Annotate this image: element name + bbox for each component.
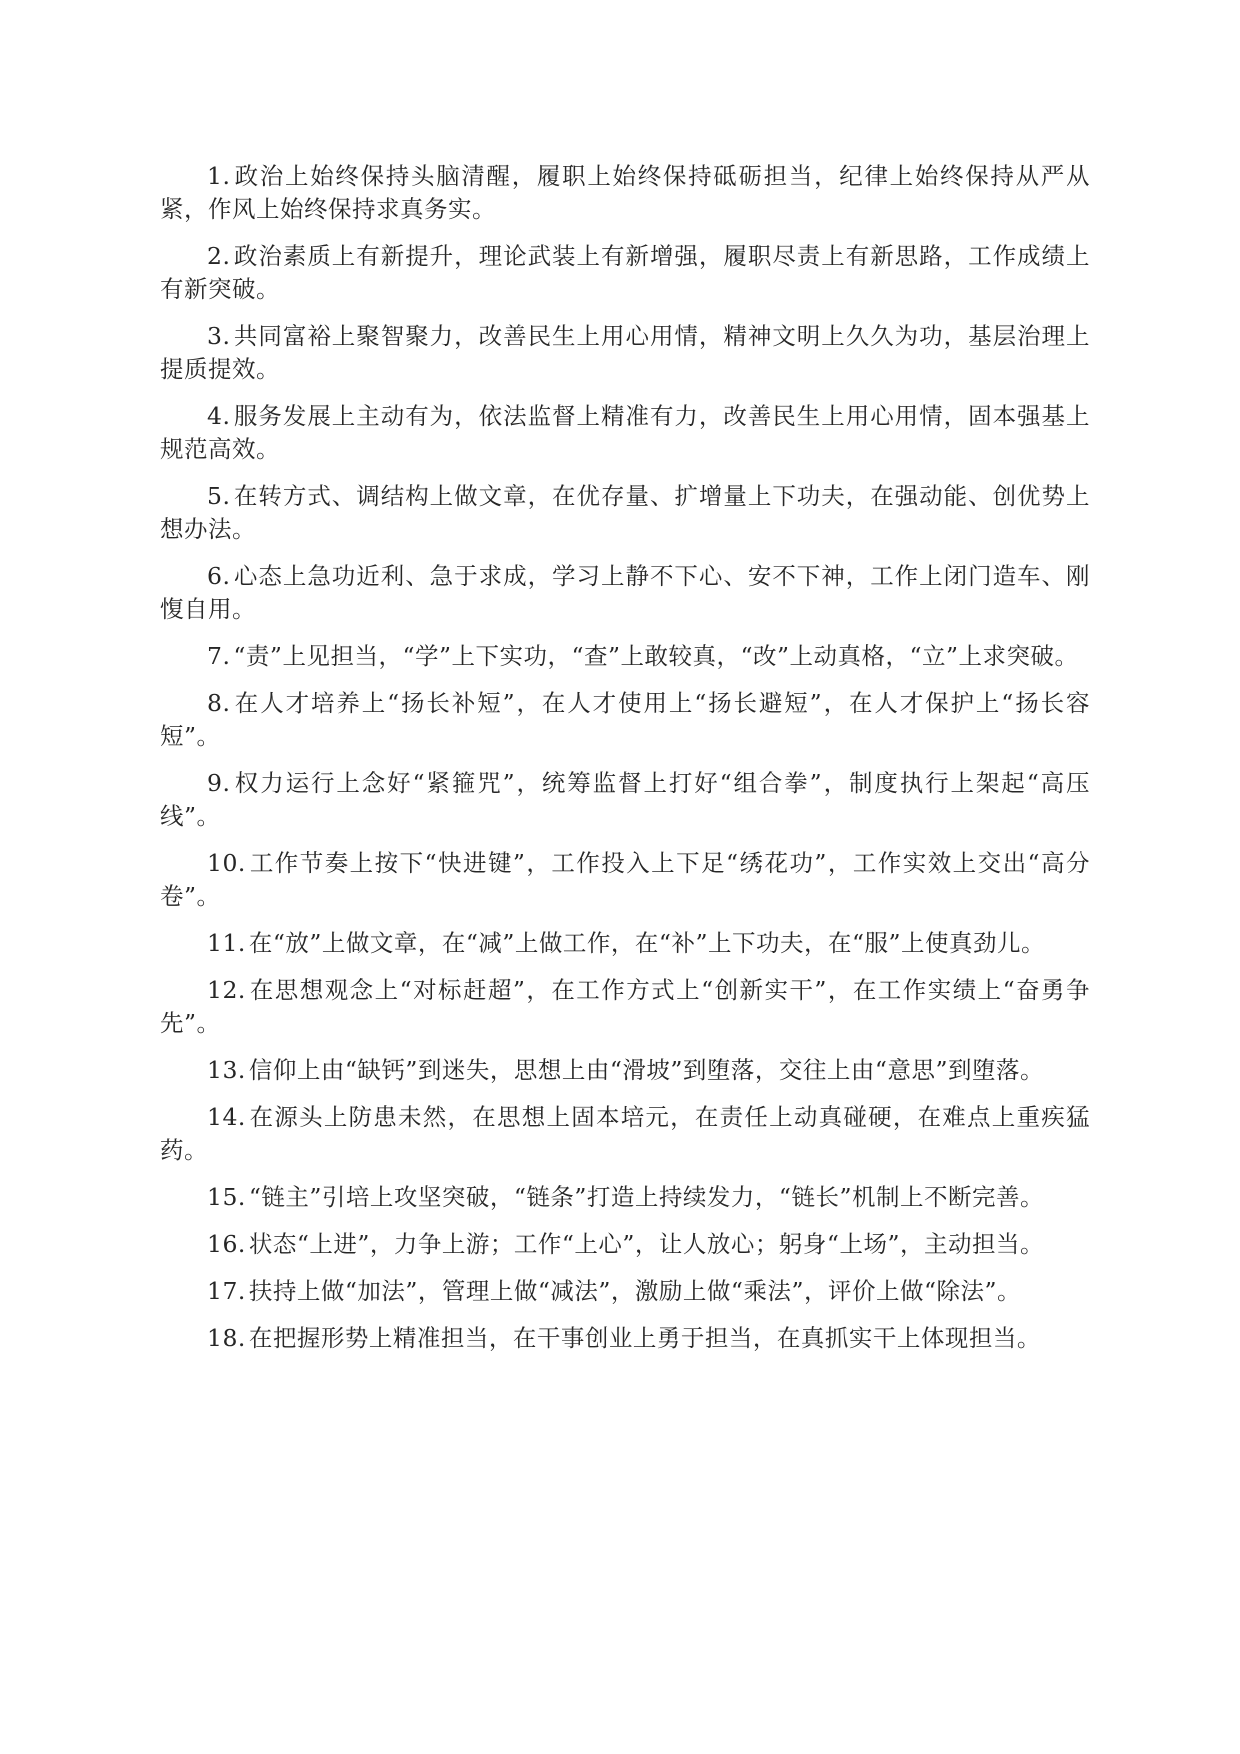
list-item-18	[160, 1322, 1090, 1355]
list-item-8	[160, 687, 1090, 753]
list-item-17	[160, 1275, 1090, 1308]
item-number: 4.	[207, 402, 231, 430]
list-item-6	[160, 560, 1090, 626]
list-item-4	[160, 400, 1090, 466]
list-item-5	[160, 480, 1090, 546]
item-text: 信仰上由“缺钙”到迷失，思想上由“滑坡”到堕落，交往上由“意思”到堕落。	[248, 1056, 1044, 1084]
item-number: 18.	[207, 1324, 246, 1352]
item-text: 政治上始终保持头脑清醒，履职上始终保持砥砺担当，纪律上始终保持从严从紧，作风上始终保持求真务实。	[160, 162, 1090, 223]
item-text: 扶持上做“加法”，管理上做“减法”，激励上做“乘法”，评价上做“除法”。	[248, 1277, 1021, 1305]
item-text: 在把握形势上精准担当，在干事创业上勇于担当，在真抓实干上体现担当。	[248, 1324, 1041, 1352]
item-number: 7.	[207, 642, 231, 670]
item-text: 服务发展上主动有为，依法监督上精准有力，改善民生上用心用情，固本强基上规范高效。	[160, 402, 1090, 463]
item-text: 在源头上防患未然，在思想上固本培元，在责任上动真碰硬，在难点上重疾猛药。	[160, 1103, 1090, 1164]
list-item-12	[160, 974, 1090, 1040]
item-text: 在人才培养上“扬长补短”，在人才使用上“扬长避短”，在人才保护上“扬长容短”。	[160, 689, 1090, 750]
item-text: 共同富裕上聚智聚力，改善民生上用心用情，精神文明上久久为功，基层治理上提质提效。	[160, 322, 1090, 383]
item-number: 11.	[207, 929, 246, 957]
list-item-2	[160, 240, 1090, 306]
item-text: 状态“上进”，力争上游；工作“上心”，让人放心；躬身“上场”，主动担当。	[248, 1230, 1044, 1258]
item-number: 3.	[207, 322, 231, 350]
list-item-7	[160, 640, 1090, 673]
list-item-15	[160, 1181, 1090, 1214]
item-number: 15.	[207, 1183, 246, 1211]
item-text: 在“放”上做文章，在“减”上做工作，在“补”上下功夫，在“服”上使真劲儿。	[248, 929, 1045, 957]
list-item-11	[160, 927, 1090, 960]
item-text: 权力运行上念好“紧箍咒”，统筹监督上打好“组合拳”，制度执行上架起“高压线”。	[160, 769, 1090, 830]
item-text: “责”上见担当，“学”上下实功，“查”上敢较真，“改”上动真格，“立”上求突破。	[233, 642, 1079, 670]
item-text: 心态上急功近利、急于求成，学习上静不下心、安不下神，工作上闭门造车、刚愎自用。	[160, 562, 1090, 623]
item-number: 9.	[207, 769, 231, 797]
document-body	[160, 160, 1090, 1369]
list-item-9	[160, 767, 1090, 833]
item-number: 12.	[207, 976, 246, 1004]
list-item-3	[160, 320, 1090, 386]
item-number: 1.	[207, 162, 231, 190]
item-number: 6.	[207, 562, 231, 590]
item-number: 17.	[207, 1277, 246, 1305]
list-item-16	[160, 1228, 1090, 1261]
list-item-14	[160, 1101, 1090, 1167]
item-text: 工作节奏上按下“快进键”，工作投入上下足“绣花功”，工作实效上交出“高分卷”。	[160, 849, 1090, 910]
item-text: 在转方式、调结构上做文章，在优存量、扩增量上下功夫，在强动能、创优势上想办法。	[160, 482, 1090, 543]
item-number: 2.	[207, 242, 231, 270]
item-text: “链主”引培上攻坚突破，“链条”打造上持续发力，“链长”机制上不断完善。	[248, 1183, 1044, 1211]
list-item-10	[160, 847, 1090, 913]
list-item-1	[160, 160, 1090, 226]
item-number: 10.	[207, 849, 246, 877]
item-number: 8.	[207, 689, 231, 717]
list-item-13	[160, 1054, 1090, 1087]
item-number: 14.	[207, 1103, 246, 1131]
item-text: 政治素质上有新提升，理论武装上有新增强，履职尽责上有新思路，工作成绩上有新突破。	[160, 242, 1090, 303]
item-number: 13.	[207, 1056, 246, 1084]
item-number: 16.	[207, 1230, 246, 1258]
item-number: 5.	[207, 482, 231, 510]
item-text: 在思想观念上“对标赶超”，在工作方式上“创新实干”，在工作实绩上“奋勇争先”。	[160, 976, 1090, 1037]
